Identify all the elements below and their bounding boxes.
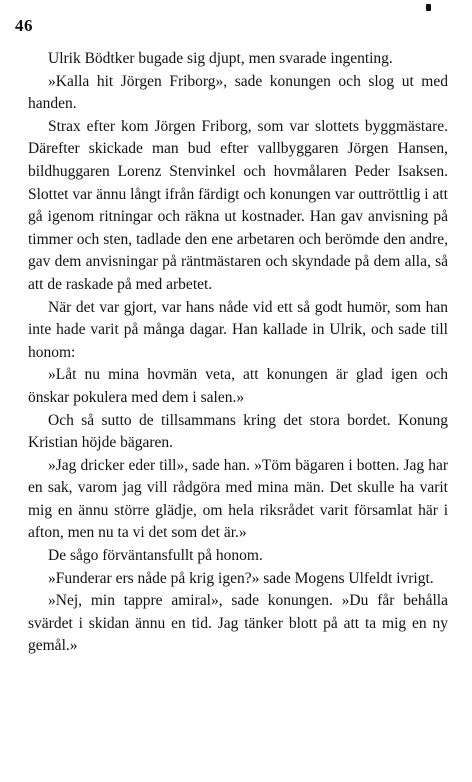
paragraph: Strax efter kom Jörgen Friborg, som var slottets byggmästare. Därefter skickade man bud efter vallbyggaren Jörgen Hansen, bildhuggaren Lorenz Stenvinkel och hovmålaren Peder Isaksen. Slottet var ännu långt ifrån färdigt och konungen var outtröttlig i att gå igenom ritningar och räkna ut kostnader. Han gav anvisning på timmer och sten, tadlade den ene arbetaren och berömde den andre, gav dem anvisningar på räntmästaren och skyndade på dem alla, så att de raskade på med arbetet. — [28, 117, 448, 293]
paragraph: »Låt nu mina hovmän veta, att konungen är glad igen och önskar pokulera med dem i salen.» — [28, 366, 448, 406]
body-text — [28, 48, 448, 658]
paragraph: »Nej, min tappre amiral», sade konungen. »Du får behålla svärdet i skidan ännu en tid. Jag tänker blott på att ta mig en ny gemål.» — [28, 592, 448, 655]
paragraph: De sågo förväntansfullt på honom. — [48, 547, 263, 565]
paragraph: Och så sutto de tillsammans kring det stora bordet. Konung Kristian höjde bägaren. — [28, 411, 448, 452]
paragraph: Ulrik Bödtker bugade sig djupt, men svarade ingenting. — [48, 50, 393, 67]
page-number: 46 — [15, 16, 33, 35]
paragraph: »Jag dricker eder till», sade han. »Töm bägaren i botten. Jag har en sak, varom jag vill rådgöra med mina män. Det skulle ha varit mig en ännu större glädje, om hela riksrådet varit församlat här i afton, men nu ta vi det som det är.» — [28, 456, 448, 542]
paragraph: »Kalla hit Jörgen Friborg», sade konungen och slog ut med handen. — [28, 72, 448, 113]
paragraph: När det var gjort, var hans nåde vid ett så godt humör, som han inte hade varit på många dagar. Han kallade in Ulrik, och sade till honom: — [28, 298, 448, 361]
paragraph: »Funderar ers nåde på krig igen?» sade Mogens Ulfeldt ivrigt. — [48, 569, 434, 587]
print-mark — [426, 4, 431, 11]
